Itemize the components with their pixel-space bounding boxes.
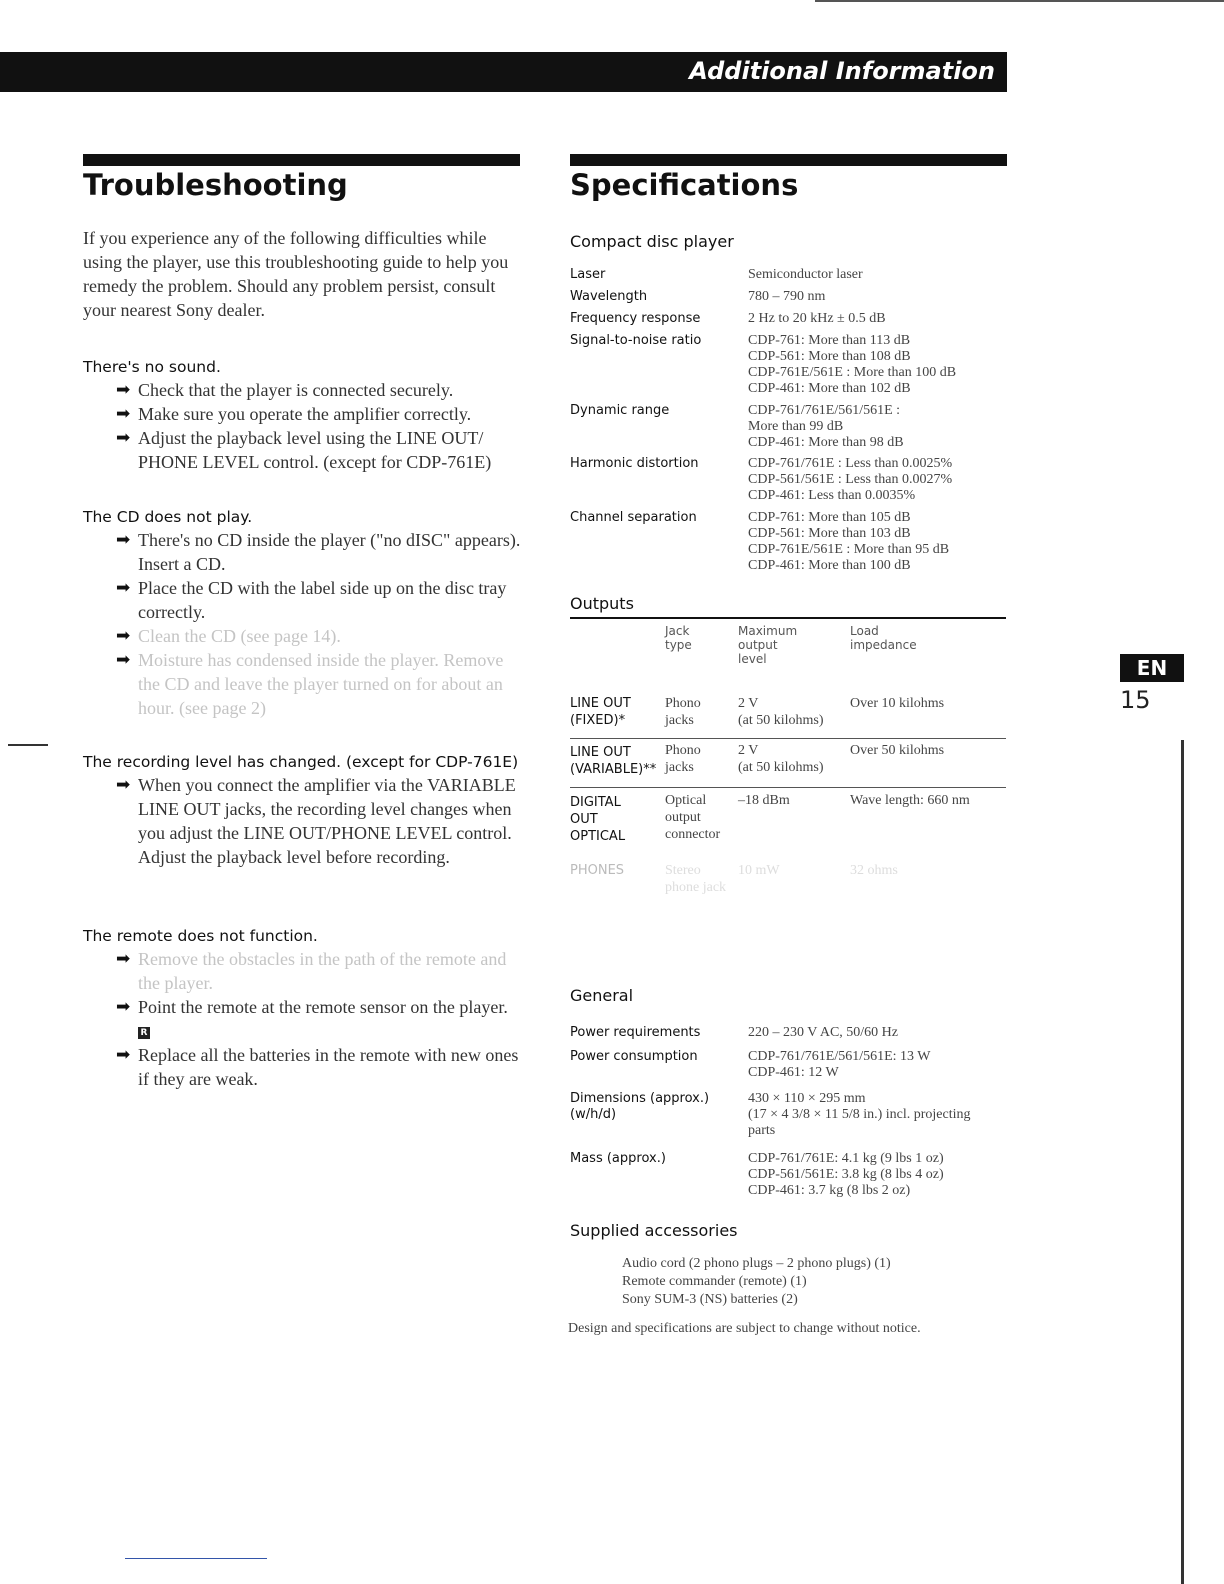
troubleshooting-intro: If you experience any of the following difficulties while using the player, use this troubleshooting guide to help you remedy the problem. Should any problem persist, consult your nearest Sony dealer.	[83, 228, 509, 320]
outputs-col-jack-type: Jack type	[665, 624, 692, 652]
arrow-right-icon: ➡	[116, 997, 131, 1017]
specifications-rule	[570, 154, 1007, 166]
remedy-item: ➡ Point the remote at the remote sensor on the player. R	[116, 997, 508, 1038]
problem-recording-level	[83, 751, 523, 869]
problem-no-sound	[83, 356, 523, 474]
outputs-row-divider	[570, 787, 1006, 788]
accessory-item: Remote commander (remote) (1)	[622, 1274, 807, 1289]
remedy-item: ➡ Moisture has condensed inside the player. Remove the CD and leave the player turned on for about an hour. (see page 2)	[116, 650, 504, 718]
arrow-right-icon: ➡	[116, 578, 131, 598]
accessory-item: Audio cord (2 phono plugs – 2 phono plugs) (1)	[622, 1256, 891, 1271]
page-number: 15	[1120, 686, 1151, 714]
remote-sensor-icon: R	[138, 1027, 150, 1039]
arrow-right-icon: ➡	[116, 404, 131, 424]
remedy-item: ➡ Make sure you operate the amplifier correctly.	[116, 404, 472, 424]
troubleshooting-title: Troubleshooting	[83, 168, 348, 202]
accessories-heading: Supplied accessories	[570, 1221, 738, 1240]
accessory-item: Sony SUM-3 (NS) batteries (2)	[622, 1292, 798, 1307]
arrow-right-icon: ➡	[116, 775, 131, 795]
outputs-row-divider	[570, 738, 1006, 739]
compact-disc-player-heading: Compact disc player	[570, 232, 734, 251]
general-heading: General	[570, 986, 634, 1005]
language-tab-en: EN	[1120, 654, 1184, 682]
specifications-note: Design and specifications are subject to change without notice.	[568, 1321, 921, 1336]
remedy-item: ➡ Clean the CD (see page 14).	[116, 626, 341, 646]
remedy-item: ➡ Check that the player is connected securely.	[116, 380, 454, 400]
scan-mark	[8, 744, 48, 746]
problem-cd-not-play	[83, 506, 523, 720]
arrow-right-icon: ➡	[116, 626, 131, 646]
outputs-heading: Outputs	[570, 594, 634, 613]
problem-heading: The remote does not function.	[83, 927, 318, 945]
outputs-col-max-level: Maximum output level	[738, 624, 798, 666]
scan-edge-line	[1181, 740, 1184, 1584]
problem-remote	[83, 925, 523, 1091]
section-header-bar	[0, 52, 1007, 92]
top-rule	[815, 0, 1224, 2]
remedy-item: ➡ There's no CD inside the player ("no dISC" appears). Insert a CD.	[116, 530, 521, 574]
arrow-right-icon: ➡	[116, 650, 131, 670]
remedy-item: ➡ Place the CD with the label side up on the disc tray correctly.	[116, 578, 507, 622]
problem-heading: The recording level has changed. (except for CDP-761E)	[83, 753, 519, 771]
arrow-right-icon: ➡	[116, 380, 131, 400]
arrow-right-icon: ➡	[116, 530, 131, 550]
remedy-item: ➡ Replace all the batteries in the remote with new ones if they are weak.	[116, 1045, 519, 1089]
outputs-col-load: Load impedance	[850, 624, 917, 652]
problem-heading: There's no sound.	[83, 358, 221, 376]
specifications-title: Specifications	[570, 168, 799, 202]
arrow-right-icon: ➡	[116, 1045, 131, 1065]
scan-mark	[125, 1558, 267, 1559]
arrow-right-icon: ➡	[116, 949, 131, 969]
section-header-title: Additional Information	[689, 57, 995, 85]
outputs-rule	[570, 617, 1006, 619]
troubleshooting-rule	[83, 154, 520, 166]
problem-heading: The CD does not play.	[83, 508, 253, 526]
remedy-item: ➡ Remove the obstacles in the path of the remote and the player.	[116, 949, 507, 993]
remedy-item: ➡ When you connect the amplifier via the VARIABLE LINE OUT jacks, the recording level changes when you adjust the LINE OUT/PHONE LEVEL control. Adjust the playback level before recording.	[116, 775, 516, 867]
arrow-right-icon: ➡	[116, 428, 131, 448]
remedy-item: ➡ Adjust the playback level using the LINE OUT/ PHONE LEVEL control. (except for CDP-761E)	[116, 428, 492, 472]
